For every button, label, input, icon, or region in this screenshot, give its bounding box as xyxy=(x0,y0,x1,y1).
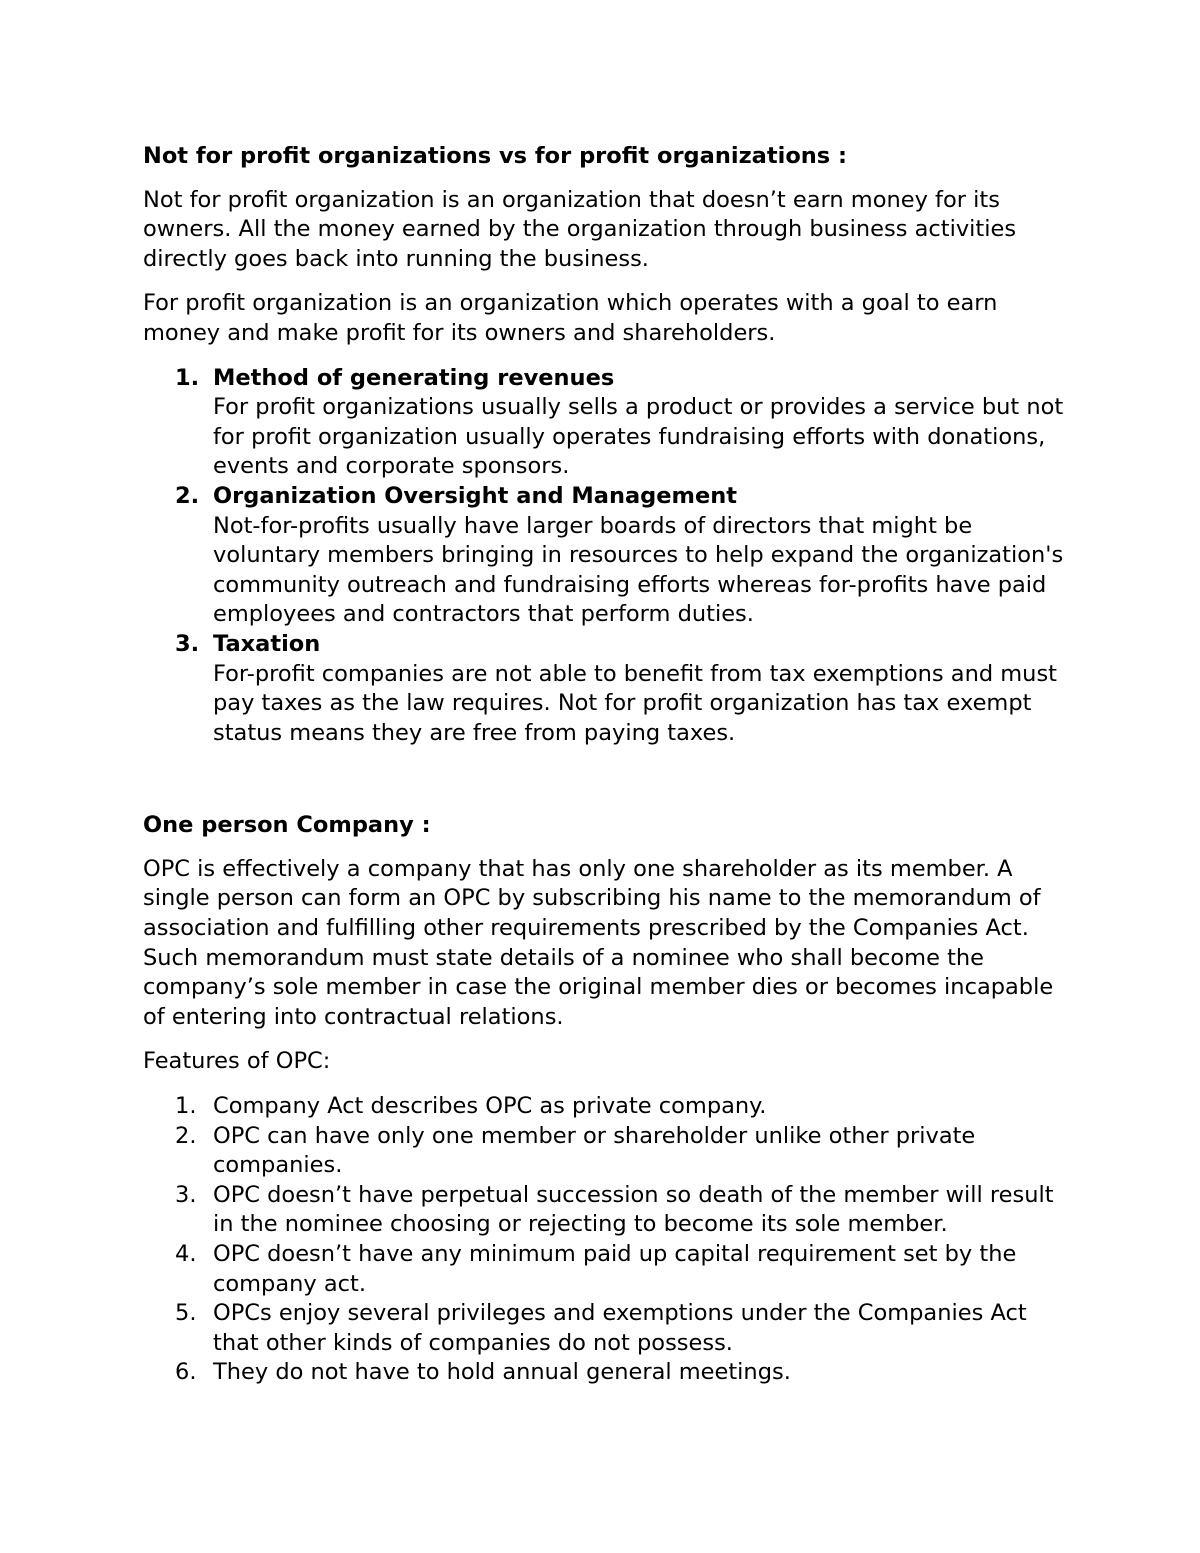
paragraph-opc-definition: OPC is effectively a company that has only one shareholder as its member. A single person can form an OPC by subscribing his name to the memorandum of association and fulfilling other requirements prescribed by the Companies Act. Such memorandum must state details of a nominee who shall become the company’s sole member in case the original member dies or becomes incapable of entering into contractual relations. xyxy=(143,855,1054,1030)
list-item xyxy=(143,482,1073,630)
differences-list xyxy=(143,364,1073,749)
list-item xyxy=(143,1358,1073,1388)
list-item-body: Not-for-profits usually have larger boards of directors that might be voluntary members bringing in resources to help expand the organization's community outreach and fundraising efforts whereas for-profits have paid employees and contractors that perform duties. xyxy=(213,512,1064,628)
list-item-body: For profit organizations usually sells a product or provides a service but not for profit organization usually operates fundraising efforts with donations, events and corporate sponsors. xyxy=(213,394,1064,480)
list-item-title: Taxation xyxy=(213,630,321,657)
section-heading-profit-vs-nonprofit: Not for profit organizations vs for profit organizations : xyxy=(143,143,848,169)
list-item xyxy=(143,364,1073,482)
document-page xyxy=(143,138,1073,1388)
list-number: 6. xyxy=(175,1359,197,1386)
section-heading-opc: One person Company : xyxy=(143,812,431,839)
list-item xyxy=(143,1122,1073,1181)
list-number: 2. xyxy=(175,1122,197,1149)
list-number: 2. xyxy=(175,482,200,509)
list-item-title: Method of generating revenues xyxy=(213,364,615,391)
list-item xyxy=(143,1299,1073,1358)
features-label: Features of OPC: xyxy=(143,1048,331,1075)
list-number: 1. xyxy=(175,1093,197,1120)
list-item-text: OPC doesn’t have any minimum paid up capital requirement set by the company act. xyxy=(213,1241,1017,1297)
list-number: 3. xyxy=(175,1181,197,1208)
list-item-body: For-profit companies are not able to benefit from tax exemptions and must pay taxes as the law requires. Not for profit organization has tax exempt status means they are free from paying taxes. xyxy=(213,660,1057,746)
list-item xyxy=(143,1181,1073,1240)
list-item xyxy=(143,630,1073,748)
list-number: 1. xyxy=(175,364,200,391)
paragraph-forprofit-definition: For profit organization is an organization which operates with a goal to earn money and make profit for its owners and shareholders. xyxy=(143,290,998,346)
list-item-text: Company Act describes OPC as private company. xyxy=(213,1093,767,1120)
paragraph-nonprofit-definition: Not for profit organization is an organization that doesn’t earn money for its owners. All the money earned by the organization through business activities directly goes back into running the business. xyxy=(143,186,1017,272)
list-number: 3. xyxy=(175,630,200,657)
opc-features-list xyxy=(143,1092,1073,1388)
list-item-text: OPC doesn’t have perpetual succession so death of the member will result in the nominee choosing or rejecting to become its sole member. xyxy=(213,1181,1054,1238)
section-spacer xyxy=(143,748,1073,807)
list-number: 4. xyxy=(175,1241,197,1267)
list-item xyxy=(143,1092,1073,1122)
list-item xyxy=(143,1240,1073,1299)
list-number: 5. xyxy=(175,1300,197,1327)
list-item-title: Organization Oversight and Management xyxy=(213,482,738,509)
list-item-text: OPCs enjoy several privileges and exemptions under the Companies Act that other kinds of companies do not possess. xyxy=(213,1300,1027,1356)
list-item-text: They do not have to hold annual general meetings. xyxy=(213,1359,791,1386)
list-item-text: OPC can have only one member or shareholder unlike other private companies. xyxy=(213,1122,976,1179)
